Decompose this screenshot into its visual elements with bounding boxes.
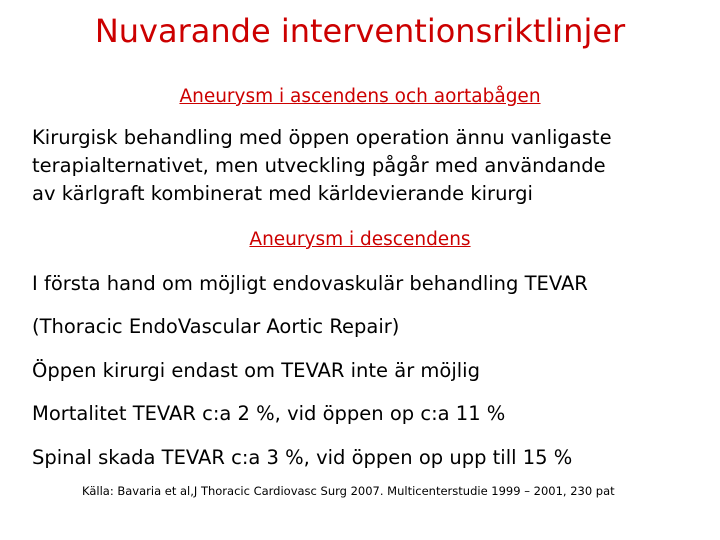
paragraph-line: Kirurgisk behandling med öppen operation ännu vanligaste	[32, 126, 612, 149]
slide-title: Nuvarande interventionsriktlinjer	[94, 12, 626, 50]
descendens-item: Mortalitet TEVAR c:a 2 %, vid öppen op c:a 11 %	[32, 402, 506, 425]
descendens-item: Öppen kirurgi endast om TEVAR inte är möjlig	[32, 359, 480, 382]
descendens-item: Spinal skada TEVAR c:a 3 %, vid öppen op upp till 15 %	[32, 446, 573, 469]
paragraph-line: terapialternativet, men utveckling pågår med användande	[32, 154, 606, 177]
source-citation: Källa: Bavaria et al,J Thoracic Cardiovasc Surg 2007. Multicenterstudie 1999 – 2001, 230 pat	[82, 484, 615, 498]
heading-descendens: Aneurysm i descendens	[249, 229, 471, 250]
heading-ascendens: Aneurysm i ascendens och aortabågen	[179, 86, 541, 107]
paragraph-ascendens	[32, 124, 712, 208]
descendens-item: I första hand om möjligt endovaskulär behandling TEVAR	[32, 272, 588, 295]
paragraph-line: av kärlgraft kombinerat med kärldevierande kirurgi	[32, 182, 533, 205]
descendens-item: (Thoracic EndoVascular Aortic Repair)	[32, 315, 400, 338]
